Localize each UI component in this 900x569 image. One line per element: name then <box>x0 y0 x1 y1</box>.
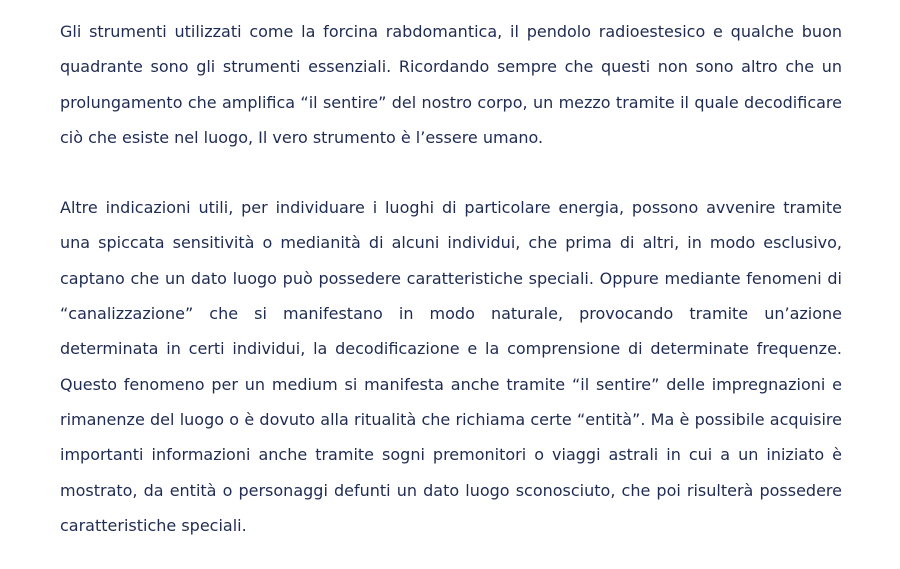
document-page <box>60 14 842 543</box>
paragraph-instruments: Gli strumenti utilizzati come la forcina rabdomantica, il pendolo radioestesico e qualche buon quadrante sono gli strumenti essenziali. Ricordando sempre che questi non sono altro che un prolungamento che amplifica “il sentire” del nostro corpo, un mezzo tramite il quale decodificare ciò che esiste nel luogo, Il vero strumento è l’essere umano. <box>60 22 842 147</box>
paragraph-indications: Altre indicazioni utili, per individuare i luoghi di particolare energia, possono avvenire tramite una spiccata sensitività o medianità di alcuni individui, che prima di altri, in modo esclusivo, captano che un dato luogo può possedere caratteristiche speciali. Oppure mediante fenomeni di “canalizzazione” che si manifestano in modo naturale, provocando tramite un’azione determinata in certi individui, la decodificazione e la comprensione di determinate frequenze. Questo fenomeno per un medium si manifesta anche tramite “il sentire” delle impregnazioni e rimanenze del luogo o è dovuto alla ritualità che richiama certe “entità”. Ma è possibile acquisire importanti informazioni anche tramite sogni premonitori o viaggi astrali in cui a un iniziato è mostrato, da entità o personaggi defunti un dato luogo sconosciuto, che poi risulterà possedere caratteristiche speciali. <box>60 198 842 535</box>
